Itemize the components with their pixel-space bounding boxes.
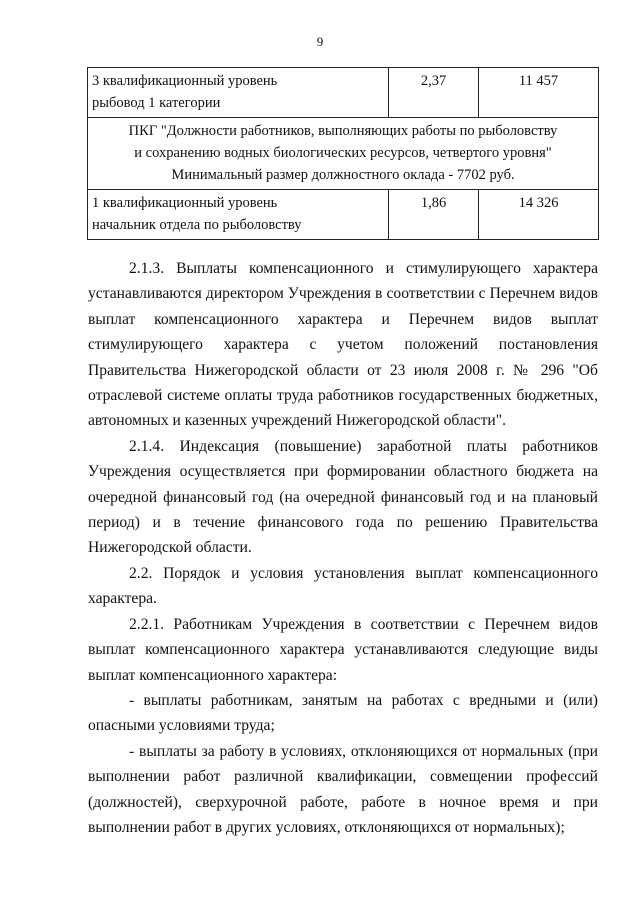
- section-heading-2-2: 2.2. Порядок и условия установления выплат компенсационного характера.: [88, 564, 598, 608]
- body-text: [88, 256, 598, 840]
- position-level: 1 квалификационный уровень: [92, 195, 278, 211]
- page-number: 9: [316, 34, 324, 49]
- table-row: [88, 118, 599, 190]
- position-level: 3 квалификационный уровень: [92, 73, 278, 89]
- coefficient-cell: 1,86: [389, 190, 479, 240]
- position-cell: [88, 190, 389, 240]
- list-item: - выплаты работникам, занятым на работах с вредными и (или) опасными условиями труда;: [88, 691, 598, 735]
- table-row: [88, 68, 599, 118]
- position-title: начальник отдела по рыболовству: [92, 217, 302, 233]
- position-title: рыбовод 1 категории: [92, 95, 221, 111]
- salary-cell: 11 457: [479, 68, 599, 118]
- table-row: [88, 190, 599, 240]
- pkg-header-line: и сохранению водных биологических ресурсов, четвертого уровня": [134, 145, 552, 161]
- salary-cell: 14 326: [479, 190, 599, 240]
- pkg-header-cell: [88, 118, 599, 190]
- pkg-header-line: ПКГ "Должности работников, выполняющих работы по рыболовству: [128, 123, 558, 139]
- position-cell: [88, 68, 389, 118]
- pkg-minimum-salary: Минимальный размер должностного оклада - 7702 руб.: [171, 167, 515, 183]
- paragraph-2-1-3: 2.1.3. Выплаты компенсационного и стимулирующего характера устанавливаются директором Учреждения в соответствии с Перечнем видов выплат компенсационного характера и Перечнем видов выплат стимулирующего характера с учетом положений постановления Правительства Нижегородской области от 23 июля 2008 г. № 296 "Об отраслевой системе оплаты труда работников государственных бюджетных, автономных и казенных учреждений Нижегородской области".: [88, 260, 598, 430]
- salary-table: [87, 67, 599, 240]
- paragraph-2-2-1: 2.2.1. Работникам Учреждения в соответствии с Перечнем видов выплат компенсационного характера устанавливаются следующие виды выплат компенсационного характера:: [88, 615, 598, 684]
- list-item: - выплаты за работу в условиях, отклоняющихся от нормальных (при выполнении работ различной квалификации, совмещении профессий (должностей), сверхурочной работе, работе в ночное время и при выполнении работ в других условиях, отклоняющихся от нормальных);: [88, 742, 598, 836]
- paragraph-2-1-4: 2.1.4. Индексация (повышение) заработной платы работников Учреждения осуществляется при формировании областного бюджета на очередной финансовый год (на очередной финансовый год и на плановый период) и в течение финансового года по решению Правительства Нижегородской области.: [88, 437, 598, 557]
- coefficient-cell: 2,37: [389, 68, 479, 118]
